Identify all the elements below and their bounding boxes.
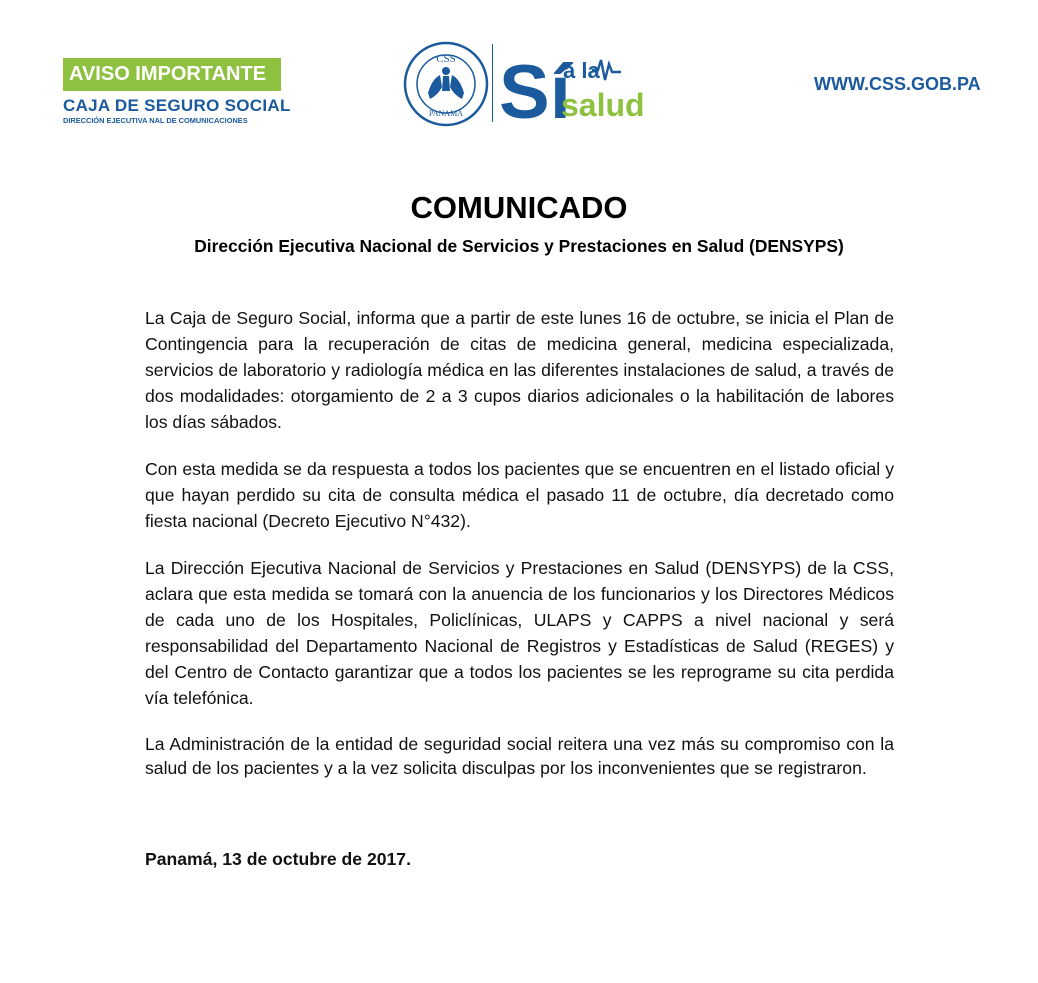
si-a-la-salud-logo <box>497 40 645 135</box>
paragraph-1: La Caja de Seguro Social, informa que a partir de este lunes 16 de octubre, se inicia el Plan de Contingencia para la recuperación de citas de medicina general, medicina especializada, servicios de laboratorio y radiología médica en las diferentes instalaciones de salud, a través de dos modalidades: otorgamiento de 2 a 3 cupos diarios adicionales o la habilitación de labores los días sábados. <box>145 308 894 432</box>
logo-salud-text: salud <box>561 87 645 123</box>
paragraph-3: La Dirección Ejecutiva Nacional de Servicios y Prestaciones en Salud (DENSYPS) de la CSS, aclara que esta medida se tomará con la anuencia de los funcionarios y los Directores Médicos de cada uno de los Hospitales, Policlínicas, ULAPS y CAPPS a nivel nacional y será responsabilidad del Departamento Nacional de Registros y Estadísticas de Salud (REGES) y del Centro de Contacto garantizar que a todos los pacientes se les reprograme su cita perdida vía telefónica. <box>145 558 894 708</box>
logo-divider <box>492 44 493 122</box>
org-name: CAJA DE SEGURO SOCIAL <box>63 96 291 115</box>
logo-si-text: Sí <box>499 50 571 135</box>
seal-top-text: CSS <box>436 53 456 65</box>
seal-bottom-text: PANAMÁ <box>429 109 463 118</box>
letterhead <box>0 0 1024 140</box>
document-title: COMUNICADO <box>410 190 628 225</box>
logo-ala-text: a la <box>563 58 600 83</box>
website-url: WWW.CSS.GOB.PA <box>814 74 981 94</box>
org-subdivision: DIRECCIÓN EJECUTIVA NAL DE COMUNICACIONES <box>63 116 248 125</box>
document-subtitle: Dirección Ejecutiva Nacional de Servicios y Prestaciones en Salud (DENSYPS) <box>194 236 844 256</box>
paragraph-4: La Administración de la entidad de seguridad social reitera una vez más su compromiso con la salud de los pacientes y a la vez solicita disculpas por los inconvenientes que se registraron. <box>145 734 894 778</box>
date-signature-line: Panamá, 13 de octubre de 2017. <box>145 849 411 869</box>
css-seal-logo <box>402 41 490 127</box>
aviso-importante-banner: AVISO IMPORTANTE <box>63 58 281 91</box>
paragraph-2: Con esta medida se da respuesta a todos los pacientes que se encuentren en el listado oficial y que hayan perdido su cita de consulta médica el pasado 11 de octubre, día decretado como fiesta nacional (Decreto Ejecutivo N°432). <box>145 459 894 531</box>
